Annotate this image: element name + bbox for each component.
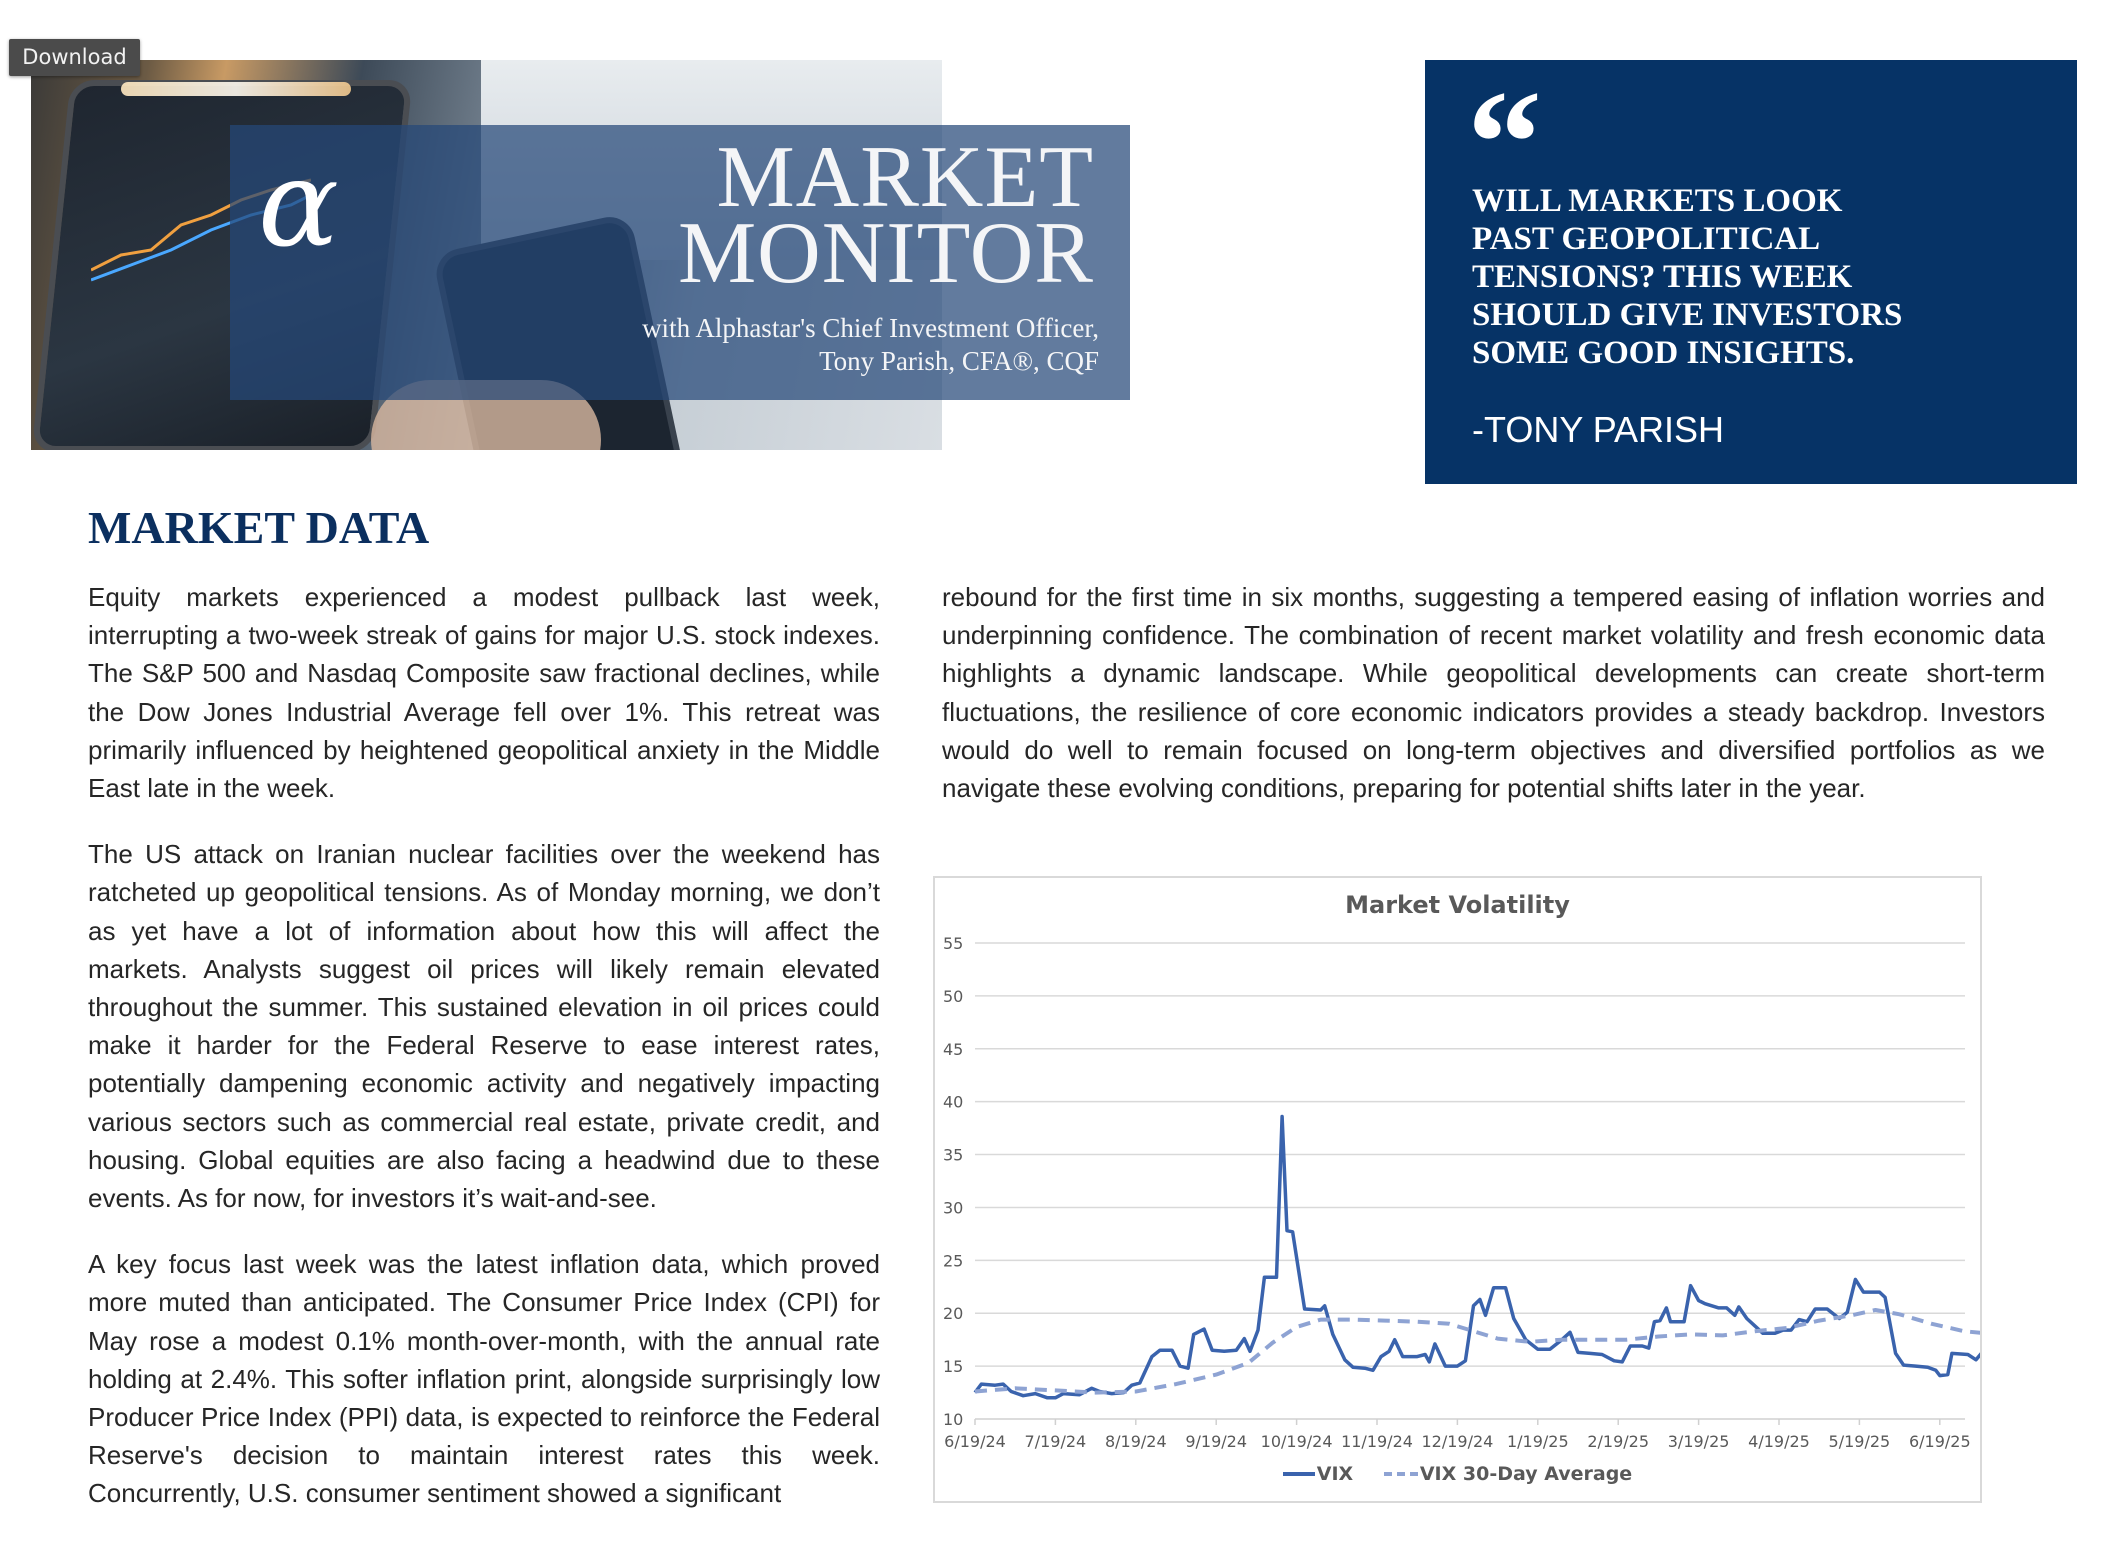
legend-swatch-vix bbox=[1283, 1472, 1315, 1476]
quote-text bbox=[1472, 182, 1902, 372]
chart-plot bbox=[935, 878, 1980, 1501]
svg-text:40: 40 bbox=[943, 1092, 964, 1112]
svg-text:9/19/24: 9/19/24 bbox=[1185, 1432, 1248, 1451]
article-paragraph: rebound for the first time in six months, suggesting a tempered easing of inflation worries and underpinning confidence. The combination of recent market volatility and fresh economic data highlights a dynamic landscape. While geopolitical developments can create short-term fluctuations, the resilience of core economic indicators provides a steady backdrop. Investors would do well to remain focused on long-term objectives and diversified portfolios as we navigate these evolving conditions, preparing for potential shifts later in the year. bbox=[942, 582, 2045, 804]
svg-text:8/19/24: 8/19/24 bbox=[1104, 1432, 1167, 1451]
svg-text:10: 10 bbox=[943, 1410, 964, 1429]
download-button[interactable]: Download bbox=[9, 39, 140, 76]
article-paragraph: Equity markets experienced a modest pullback last week, interrupting a two-week streak of gains for major U.S. stock indexes. The S&P 500 and Nasdaq Composite saw fractional declines, while the Dow Jones Industrial Average fell over 1%. This retreat was primarily influenced by heightened geopolitical anxiety in the Middle East late in the week. bbox=[88, 582, 880, 804]
svg-text:11/19/24: 11/19/24 bbox=[1341, 1432, 1413, 1451]
article-column-left bbox=[88, 578, 880, 1541]
svg-text:35: 35 bbox=[943, 1145, 964, 1165]
quote-mark-icon: “ bbox=[1467, 60, 1542, 226]
legend-label-vix: VIX bbox=[1316, 1462, 1354, 1485]
banner-title bbox=[677, 129, 1094, 302]
svg-text:6/19/25: 6/19/25 bbox=[1908, 1432, 1971, 1451]
section-heading: MARKET DATA bbox=[88, 502, 430, 553]
svg-text:3/19/25: 3/19/25 bbox=[1667, 1432, 1730, 1451]
alphastar-logo-icon: α bbox=[258, 135, 340, 274]
svg-text:6/19/24: 6/19/24 bbox=[944, 1432, 1006, 1451]
quote-line: TENSIONS? THIS WEEK bbox=[1472, 259, 1853, 295]
quote-line: PAST GEOPOLITICAL bbox=[1472, 221, 1821, 257]
banner-subtitle bbox=[642, 312, 1099, 378]
svg-text:5/19/25: 5/19/25 bbox=[1828, 1432, 1891, 1451]
svg-text:12/19/24: 12/19/24 bbox=[1421, 1432, 1494, 1451]
quote-line: SOME GOOD INSIGHTS. bbox=[1472, 335, 1855, 371]
chart-title: Market Volatility bbox=[1345, 891, 1570, 919]
banner-subtitle-line1: with Alphastar's Chief Investment Officer, bbox=[642, 313, 1099, 343]
banner-subtitle-line2: Tony Parish, CFA®, CQF bbox=[819, 346, 1099, 376]
svg-text:30: 30 bbox=[943, 1198, 964, 1218]
market-volatility-chart bbox=[933, 876, 1982, 1503]
quote-line: SHOULD GIVE INVESTORS bbox=[1472, 297, 1903, 333]
banner-title-line1: MARKET bbox=[716, 129, 1094, 226]
svg-text:50: 50 bbox=[943, 986, 964, 1006]
quote-line: WILL MARKETS LOOK bbox=[1472, 183, 1843, 219]
svg-text:45: 45 bbox=[943, 1039, 964, 1059]
article-paragraph: A key focus last week was the latest inflation data, which proved more muted than anticipated. The Consumer Price Index (CPI) for May rose a modest 0.1% month-over-month, with the annual rate holding at 2.4%. This softer inflation print, alongside surprisingly low Producer Price Index (PPI) data, is expected to reinforce the Federal Reserve's decision to maintain interest rates this week. Concurrently, U.S. consumer sentiment showed a significant bbox=[88, 1249, 880, 1509]
quote-author: -TONY PARISH bbox=[1472, 409, 1725, 450]
legend-label-vix-average: VIX 30-Day Average bbox=[1419, 1462, 1633, 1485]
article-paragraph: The US attack on Iranian nuclear facilities over the weekend has ratcheted up geopolitical tensions. As of Monday morning, we don’t as yet have a lot of information about how this will affect the markets. Analysts suggest oil prices will likely remain elevated throughout the summer. This sustained elevation in oil prices could make it harder for the Federal Reserve to ease interest rates, potentially dampening economic activity and negatively impacting various sectors such as commercial real estate, private credit, and housing. Global equities are also facing a headwind due to these events. As for now, for investors it’s wait-and-see. bbox=[88, 839, 880, 1214]
article-column-right bbox=[942, 578, 2045, 835]
svg-text:2/19/25: 2/19/25 bbox=[1587, 1432, 1650, 1451]
svg-text:7/19/24: 7/19/24 bbox=[1024, 1432, 1087, 1451]
tablet-glow bbox=[121, 82, 351, 96]
banner-title-line2: MONITOR bbox=[677, 205, 1094, 302]
svg-text:10/19/24: 10/19/24 bbox=[1260, 1432, 1333, 1451]
svg-text:55: 55 bbox=[943, 934, 964, 953]
chart-legend bbox=[935, 1462, 1980, 1485]
svg-text:25: 25 bbox=[943, 1251, 964, 1271]
svg-text:1/19/25: 1/19/25 bbox=[1506, 1432, 1569, 1451]
svg-text:20: 20 bbox=[943, 1304, 964, 1324]
pull-quote bbox=[1425, 60, 2077, 484]
svg-text:15: 15 bbox=[943, 1357, 964, 1377]
legend-swatch-vix-average bbox=[1384, 1472, 1418, 1476]
svg-text:4/19/25: 4/19/25 bbox=[1748, 1432, 1810, 1451]
